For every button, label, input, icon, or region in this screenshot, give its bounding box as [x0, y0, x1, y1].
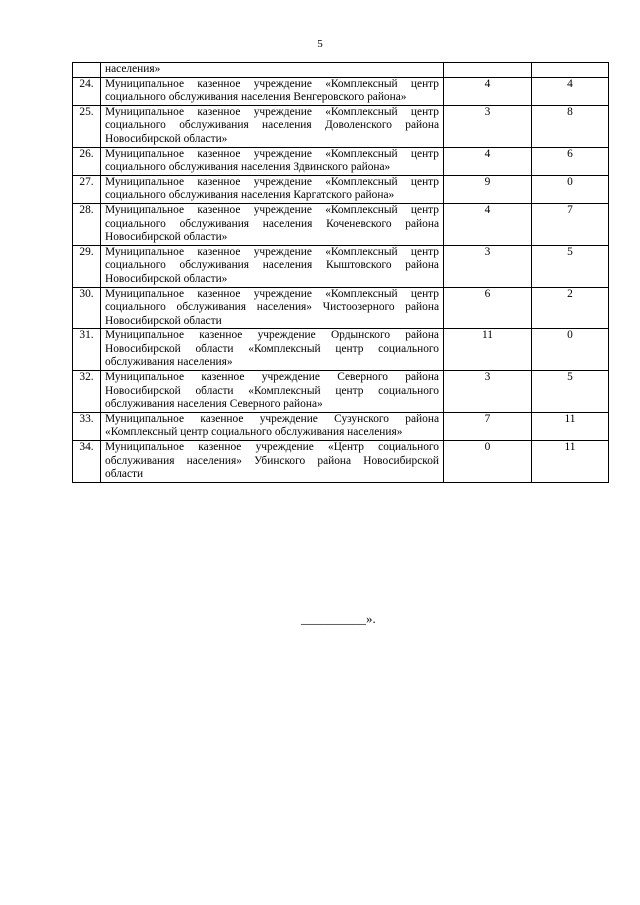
closing-line: __________». [301, 611, 376, 626]
value-1-cell: 4 [444, 203, 532, 245]
value-1-cell: 6 [444, 287, 532, 329]
table-row [73, 147, 609, 175]
institution-name-cell: Муниципальное казенное учреждение «Центр социального обслуживания населения» Убинского района Новосибирской области [101, 441, 444, 483]
table-row [73, 77, 609, 105]
value-1-cell [444, 63, 532, 78]
row-number-cell: 25. [73, 105, 101, 147]
value-2-cell: 0 [532, 175, 609, 203]
institution-name-cell: Муниципальное казенное учреждение Северного района Новосибирской области «Комплексный центр социального обслуживания населения Северного района» [101, 371, 444, 413]
value-1-cell: 7 [444, 412, 532, 440]
value-1-cell: 3 [444, 105, 532, 147]
row-number-cell: 28. [73, 203, 101, 245]
value-2-cell: 11 [532, 441, 609, 483]
institutions-table [72, 62, 609, 483]
institution-name-cell: Муниципальное казенное учреждение «Комплексный центр социального обслуживания населения» Чистоозерного района Новосибирской области [101, 287, 444, 329]
row-number-cell: 34. [73, 441, 101, 483]
institution-name-cell: Муниципальное казенное учреждение «Комплексный центр социального обслуживания населения Здвинского района» [101, 147, 444, 175]
value-2-cell: 4 [532, 77, 609, 105]
value-1-cell: 4 [444, 77, 532, 105]
table-row [73, 412, 609, 440]
table-row [73, 371, 609, 413]
row-number-cell: 33. [73, 412, 101, 440]
value-2-cell: 0 [532, 329, 609, 371]
row-number-cell: 27. [73, 175, 101, 203]
value-2-cell: 7 [532, 203, 609, 245]
value-2-cell: 5 [532, 371, 609, 413]
row-number-cell: 30. [73, 287, 101, 329]
institution-name-cell: Муниципальное казенное учреждение «Комплексный центр социального обслуживания населения Каргатского района» [101, 175, 444, 203]
row-number-cell: 26. [73, 147, 101, 175]
table-row-continuation [73, 63, 609, 78]
row-number-cell: 32. [73, 371, 101, 413]
institution-name-cell: Муниципальное казенное учреждение Ордынского района Новосибирской области «Комплексный центр социального обслуживания населения» [101, 329, 444, 371]
row-number-cell: 31. [73, 329, 101, 371]
value-1-cell: 11 [444, 329, 532, 371]
table-row [73, 105, 609, 147]
value-2-cell: 8 [532, 105, 609, 147]
institution-name-cell: Муниципальное казенное учреждение «Комплексный центр социального обслуживания населения Доволенского района Новосибирской области» [101, 105, 444, 147]
value-1-cell: 4 [444, 147, 532, 175]
row-number-cell: 24. [73, 77, 101, 105]
value-1-cell: 9 [444, 175, 532, 203]
value-2-cell: 5 [532, 245, 609, 287]
row-number-cell [73, 63, 101, 78]
value-1-cell: 3 [444, 245, 532, 287]
value-2-cell: 2 [532, 287, 609, 329]
table-row [73, 329, 609, 371]
table-row [73, 203, 609, 245]
value-2-cell: 6 [532, 147, 609, 175]
row-number-cell: 29. [73, 245, 101, 287]
page-number: 5 [317, 38, 323, 50]
institution-name-cell: Муниципальное казенное учреждение «Комплексный центр социального обслуживания населения Кыштовского района Новосибирской области» [101, 245, 444, 287]
table-row [73, 245, 609, 287]
value-2-cell [532, 63, 609, 78]
institution-name-cell: Муниципальное казенное учреждение Сузунского района «Комплексный центр социального обслуживания населения» [101, 412, 444, 440]
table-row [73, 175, 609, 203]
value-1-cell: 3 [444, 371, 532, 413]
table-row [73, 287, 609, 329]
value-1-cell: 0 [444, 441, 532, 483]
table-row [73, 441, 609, 483]
institution-name-cell: населения» [101, 63, 444, 78]
value-2-cell: 11 [532, 412, 609, 440]
institution-name-cell: Муниципальное казенное учреждение «Комплексный центр социального обслуживания населения Венгеровского района» [101, 77, 444, 105]
institution-name-cell: Муниципальное казенное учреждение «Комплексный центр социального обслуживания населения Коченевского района Новосибирской области» [101, 203, 444, 245]
